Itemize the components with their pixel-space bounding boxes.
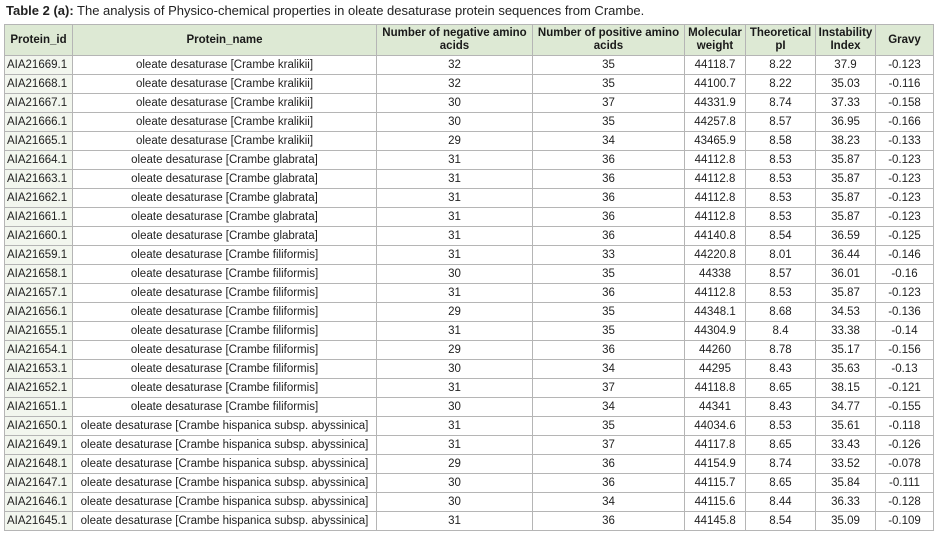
cell-gravy: -0.109 bbox=[876, 512, 934, 531]
cell-negative-amino-acids: 30 bbox=[377, 113, 533, 132]
cell-protein-name: oleate desaturase [Crambe filiformis] bbox=[73, 322, 377, 341]
cell-negative-amino-acids: 31 bbox=[377, 189, 533, 208]
cell-positive-amino-acids: 36 bbox=[533, 341, 685, 360]
cell-protein-name: oleate desaturase [Crambe filiformis] bbox=[73, 360, 377, 379]
cell-molecular-weight: 44338 bbox=[685, 265, 746, 284]
table-row bbox=[5, 94, 934, 113]
cell-protein-name: oleate desaturase [Crambe filiformis] bbox=[73, 265, 377, 284]
cell-positive-amino-acids: 34 bbox=[533, 360, 685, 379]
cell-instability-index: 36.01 bbox=[816, 265, 876, 284]
header-protein-id: Protein_id bbox=[5, 25, 73, 56]
cell-protein-id: AIA21664.1 bbox=[5, 151, 73, 170]
cell-protein-id: AIA21646.1 bbox=[5, 493, 73, 512]
cell-theoretical-pi: 8.22 bbox=[746, 56, 816, 75]
cell-gravy: -0.123 bbox=[876, 170, 934, 189]
table-row bbox=[5, 493, 934, 512]
cell-instability-index: 35.87 bbox=[816, 284, 876, 303]
cell-instability-index: 37.9 bbox=[816, 56, 876, 75]
cell-gravy: -0.123 bbox=[876, 284, 934, 303]
cell-instability-index: 38.23 bbox=[816, 132, 876, 151]
cell-instability-index: 34.53 bbox=[816, 303, 876, 322]
cell-protein-name: oleate desaturase [Crambe kralikii] bbox=[73, 132, 377, 151]
cell-negative-amino-acids: 29 bbox=[377, 132, 533, 151]
cell-protein-name: oleate desaturase [Crambe filiformis] bbox=[73, 246, 377, 265]
table-row bbox=[5, 417, 934, 436]
cell-gravy: -0.078 bbox=[876, 455, 934, 474]
cell-positive-amino-acids: 34 bbox=[533, 398, 685, 417]
cell-protein-name: oleate desaturase [Crambe filiformis] bbox=[73, 379, 377, 398]
cell-gravy: -0.136 bbox=[876, 303, 934, 322]
cell-molecular-weight: 44112.8 bbox=[685, 170, 746, 189]
cell-positive-amino-acids: 35 bbox=[533, 417, 685, 436]
cell-molecular-weight: 44112.8 bbox=[685, 189, 746, 208]
cell-molecular-weight: 44112.8 bbox=[685, 208, 746, 227]
cell-molecular-weight: 44115.6 bbox=[685, 493, 746, 512]
cell-positive-amino-acids: 36 bbox=[533, 474, 685, 493]
cell-theoretical-pi: 8.44 bbox=[746, 493, 816, 512]
cell-protein-id: AIA21650.1 bbox=[5, 417, 73, 436]
cell-protein-id: AIA21647.1 bbox=[5, 474, 73, 493]
cell-positive-amino-acids: 36 bbox=[533, 170, 685, 189]
cell-protein-id: AIA21668.1 bbox=[5, 75, 73, 94]
cell-protein-id: AIA21657.1 bbox=[5, 284, 73, 303]
cell-positive-amino-acids: 34 bbox=[533, 493, 685, 512]
cell-positive-amino-acids: 37 bbox=[533, 379, 685, 398]
cell-positive-amino-acids: 33 bbox=[533, 246, 685, 265]
cell-positive-amino-acids: 36 bbox=[533, 512, 685, 531]
cell-molecular-weight: 44295 bbox=[685, 360, 746, 379]
cell-instability-index: 35.87 bbox=[816, 170, 876, 189]
cell-negative-amino-acids: 31 bbox=[377, 151, 533, 170]
cell-negative-amino-acids: 32 bbox=[377, 75, 533, 94]
cell-protein-name: oleate desaturase [Crambe kralikii] bbox=[73, 113, 377, 132]
cell-protein-name: oleate desaturase [Crambe filiformis] bbox=[73, 341, 377, 360]
table-row bbox=[5, 455, 934, 474]
cell-gravy: -0.128 bbox=[876, 493, 934, 512]
header-negative-amino-acids: Number of negative amino acids bbox=[377, 25, 533, 56]
table-row bbox=[5, 75, 934, 94]
cell-gravy: -0.123 bbox=[876, 56, 934, 75]
cell-theoretical-pi: 8.68 bbox=[746, 303, 816, 322]
cell-instability-index: 35.87 bbox=[816, 189, 876, 208]
header-theoretical-pi: Theoretical pI bbox=[746, 25, 816, 56]
cell-molecular-weight: 44304.9 bbox=[685, 322, 746, 341]
cell-instability-index: 35.84 bbox=[816, 474, 876, 493]
cell-instability-index: 35.03 bbox=[816, 75, 876, 94]
cell-negative-amino-acids: 30 bbox=[377, 94, 533, 113]
cell-theoretical-pi: 8.53 bbox=[746, 170, 816, 189]
cell-instability-index: 35.63 bbox=[816, 360, 876, 379]
cell-theoretical-pi: 8.01 bbox=[746, 246, 816, 265]
cell-protein-name: oleate desaturase [Crambe filiformis] bbox=[73, 303, 377, 322]
cell-protein-name: oleate desaturase [Crambe filiformis] bbox=[73, 398, 377, 417]
cell-gravy: -0.158 bbox=[876, 94, 934, 113]
cell-theoretical-pi: 8.65 bbox=[746, 436, 816, 455]
cell-negative-amino-acids: 31 bbox=[377, 512, 533, 531]
header-instability-index: Instability Index bbox=[816, 25, 876, 56]
cell-protein-name: oleate desaturase [Crambe hispanica subsp. abyssinica] bbox=[73, 455, 377, 474]
cell-negative-amino-acids: 31 bbox=[377, 417, 533, 436]
cell-gravy: -0.118 bbox=[876, 417, 934, 436]
cell-theoretical-pi: 8.43 bbox=[746, 398, 816, 417]
cell-theoretical-pi: 8.53 bbox=[746, 151, 816, 170]
cell-instability-index: 34.77 bbox=[816, 398, 876, 417]
cell-theoretical-pi: 8.57 bbox=[746, 265, 816, 284]
cell-instability-index: 33.43 bbox=[816, 436, 876, 455]
cell-protein-id: AIA21660.1 bbox=[5, 227, 73, 246]
cell-negative-amino-acids: 29 bbox=[377, 341, 533, 360]
header-row bbox=[5, 25, 934, 56]
cell-positive-amino-acids: 36 bbox=[533, 189, 685, 208]
cell-positive-amino-acids: 36 bbox=[533, 208, 685, 227]
cell-theoretical-pi: 8.53 bbox=[746, 417, 816, 436]
table-row bbox=[5, 189, 934, 208]
cell-negative-amino-acids: 29 bbox=[377, 455, 533, 474]
cell-protein-name: oleate desaturase [Crambe glabrata] bbox=[73, 208, 377, 227]
cell-gravy: -0.133 bbox=[876, 132, 934, 151]
cell-negative-amino-acids: 31 bbox=[377, 227, 533, 246]
table-row bbox=[5, 379, 934, 398]
cell-positive-amino-acids: 37 bbox=[533, 94, 685, 113]
table-row bbox=[5, 56, 934, 75]
physico-chemical-properties-table bbox=[4, 24, 934, 531]
cell-protein-id: AIA21667.1 bbox=[5, 94, 73, 113]
cell-molecular-weight: 44154.9 bbox=[685, 455, 746, 474]
table-caption-text: The analysis of Physico-chemical properties in oleate desaturase protein sequences from Crambe. bbox=[73, 3, 645, 18]
cell-gravy: -0.14 bbox=[876, 322, 934, 341]
cell-instability-index: 38.15 bbox=[816, 379, 876, 398]
cell-protein-id: AIA21658.1 bbox=[5, 265, 73, 284]
cell-protein-id: AIA21653.1 bbox=[5, 360, 73, 379]
cell-negative-amino-acids: 30 bbox=[377, 265, 533, 284]
cell-molecular-weight: 44118.8 bbox=[685, 379, 746, 398]
cell-positive-amino-acids: 34 bbox=[533, 132, 685, 151]
table-row bbox=[5, 170, 934, 189]
cell-molecular-weight: 44112.8 bbox=[685, 151, 746, 170]
cell-protein-name: oleate desaturase [Crambe hispanica subsp. abyssinica] bbox=[73, 512, 377, 531]
cell-gravy: -0.16 bbox=[876, 265, 934, 284]
cell-positive-amino-acids: 36 bbox=[533, 227, 685, 246]
table-row bbox=[5, 436, 934, 455]
cell-gravy: -0.146 bbox=[876, 246, 934, 265]
cell-instability-index: 36.44 bbox=[816, 246, 876, 265]
cell-instability-index: 35.61 bbox=[816, 417, 876, 436]
cell-gravy: -0.123 bbox=[876, 151, 934, 170]
table-row bbox=[5, 512, 934, 531]
table-row bbox=[5, 113, 934, 132]
cell-protein-name: oleate desaturase [Crambe glabrata] bbox=[73, 151, 377, 170]
cell-protein-name: oleate desaturase [Crambe hispanica subsp. abyssinica] bbox=[73, 436, 377, 455]
cell-negative-amino-acids: 31 bbox=[377, 170, 533, 189]
cell-theoretical-pi: 8.43 bbox=[746, 360, 816, 379]
cell-molecular-weight: 44348.1 bbox=[685, 303, 746, 322]
cell-protein-id: AIA21662.1 bbox=[5, 189, 73, 208]
cell-instability-index: 33.52 bbox=[816, 455, 876, 474]
table-row bbox=[5, 227, 934, 246]
header-gravy: Gravy bbox=[876, 25, 934, 56]
cell-protein-name: oleate desaturase [Crambe kralikii] bbox=[73, 75, 377, 94]
cell-gravy: -0.166 bbox=[876, 113, 934, 132]
table-row bbox=[5, 246, 934, 265]
cell-negative-amino-acids: 30 bbox=[377, 398, 533, 417]
table-row bbox=[5, 398, 934, 417]
cell-theoretical-pi: 8.65 bbox=[746, 474, 816, 493]
cell-instability-index: 35.09 bbox=[816, 512, 876, 531]
cell-protein-name: oleate desaturase [Crambe kralikii] bbox=[73, 94, 377, 113]
cell-protein-id: AIA21656.1 bbox=[5, 303, 73, 322]
cell-molecular-weight: 43465.9 bbox=[685, 132, 746, 151]
cell-instability-index: 37.33 bbox=[816, 94, 876, 113]
cell-negative-amino-acids: 32 bbox=[377, 56, 533, 75]
cell-molecular-weight: 44341 bbox=[685, 398, 746, 417]
table-caption bbox=[6, 2, 644, 20]
cell-positive-amino-acids: 35 bbox=[533, 322, 685, 341]
cell-protein-id: AIA21659.1 bbox=[5, 246, 73, 265]
cell-theoretical-pi: 8.57 bbox=[746, 113, 816, 132]
cell-theoretical-pi: 8.74 bbox=[746, 455, 816, 474]
table-row bbox=[5, 360, 934, 379]
cell-gravy: -0.116 bbox=[876, 75, 934, 94]
cell-protein-name: oleate desaturase [Crambe hispanica subsp. abyssinica] bbox=[73, 417, 377, 436]
cell-gravy: -0.13 bbox=[876, 360, 934, 379]
table-row bbox=[5, 284, 934, 303]
cell-molecular-weight: 44100.7 bbox=[685, 75, 746, 94]
cell-positive-amino-acids: 35 bbox=[533, 113, 685, 132]
cell-protein-id: AIA21663.1 bbox=[5, 170, 73, 189]
cell-protein-id: AIA21661.1 bbox=[5, 208, 73, 227]
cell-gravy: -0.123 bbox=[876, 208, 934, 227]
cell-gravy: -0.126 bbox=[876, 436, 934, 455]
table-row bbox=[5, 265, 934, 284]
cell-negative-amino-acids: 29 bbox=[377, 303, 533, 322]
cell-molecular-weight: 44260 bbox=[685, 341, 746, 360]
cell-molecular-weight: 44034.6 bbox=[685, 417, 746, 436]
cell-theoretical-pi: 8.53 bbox=[746, 284, 816, 303]
cell-molecular-weight: 44331.9 bbox=[685, 94, 746, 113]
cell-gravy: -0.111 bbox=[876, 474, 934, 493]
cell-theoretical-pi: 8.65 bbox=[746, 379, 816, 398]
cell-protein-name: oleate desaturase [Crambe glabrata] bbox=[73, 227, 377, 246]
cell-protein-name: oleate desaturase [Crambe glabrata] bbox=[73, 170, 377, 189]
cell-theoretical-pi: 8.78 bbox=[746, 341, 816, 360]
cell-instability-index: 33.38 bbox=[816, 322, 876, 341]
cell-protein-id: AIA21648.1 bbox=[5, 455, 73, 474]
cell-protein-id: AIA21669.1 bbox=[5, 56, 73, 75]
cell-negative-amino-acids: 30 bbox=[377, 493, 533, 512]
cell-theoretical-pi: 8.58 bbox=[746, 132, 816, 151]
cell-protein-id: AIA21649.1 bbox=[5, 436, 73, 455]
cell-instability-index: 35.87 bbox=[816, 151, 876, 170]
cell-theoretical-pi: 8.74 bbox=[746, 94, 816, 113]
cell-molecular-weight: 44117.8 bbox=[685, 436, 746, 455]
cell-instability-index: 36.95 bbox=[816, 113, 876, 132]
cell-gravy: -0.155 bbox=[876, 398, 934, 417]
cell-theoretical-pi: 8.4 bbox=[746, 322, 816, 341]
table-row bbox=[5, 474, 934, 493]
cell-molecular-weight: 44145.8 bbox=[685, 512, 746, 531]
cell-protein-id: AIA21665.1 bbox=[5, 132, 73, 151]
cell-gravy: -0.121 bbox=[876, 379, 934, 398]
cell-theoretical-pi: 8.54 bbox=[746, 227, 816, 246]
cell-positive-amino-acids: 35 bbox=[533, 56, 685, 75]
cell-protein-name: oleate desaturase [Crambe kralikii] bbox=[73, 56, 377, 75]
cell-positive-amino-acids: 35 bbox=[533, 265, 685, 284]
cell-negative-amino-acids: 31 bbox=[377, 379, 533, 398]
table-row bbox=[5, 132, 934, 151]
header-positive-amino-acids: Number of positive amino acids bbox=[533, 25, 685, 56]
table-row bbox=[5, 208, 934, 227]
cell-molecular-weight: 44257.8 bbox=[685, 113, 746, 132]
table-caption-label: Table 2 (a): bbox=[6, 3, 74, 18]
cell-positive-amino-acids: 35 bbox=[533, 75, 685, 94]
cell-theoretical-pi: 8.53 bbox=[746, 189, 816, 208]
cell-positive-amino-acids: 36 bbox=[533, 151, 685, 170]
cell-protein-id: AIA21666.1 bbox=[5, 113, 73, 132]
cell-negative-amino-acids: 31 bbox=[377, 436, 533, 455]
cell-molecular-weight: 44220.8 bbox=[685, 246, 746, 265]
table-row bbox=[5, 341, 934, 360]
cell-negative-amino-acids: 31 bbox=[377, 322, 533, 341]
cell-gravy: -0.123 bbox=[876, 189, 934, 208]
table-row bbox=[5, 303, 934, 322]
cell-protein-id: AIA21652.1 bbox=[5, 379, 73, 398]
header-molecular-weight: Molecular weight bbox=[685, 25, 746, 56]
cell-negative-amino-acids: 30 bbox=[377, 474, 533, 493]
cell-negative-amino-acids: 31 bbox=[377, 284, 533, 303]
cell-positive-amino-acids: 35 bbox=[533, 303, 685, 322]
table-row bbox=[5, 322, 934, 341]
cell-positive-amino-acids: 36 bbox=[533, 284, 685, 303]
cell-protein-name: oleate desaturase [Crambe hispanica subsp. abyssinica] bbox=[73, 474, 377, 493]
cell-negative-amino-acids: 30 bbox=[377, 360, 533, 379]
cell-theoretical-pi: 8.53 bbox=[746, 208, 816, 227]
cell-theoretical-pi: 8.22 bbox=[746, 75, 816, 94]
cell-molecular-weight: 44112.8 bbox=[685, 284, 746, 303]
cell-protein-name: oleate desaturase [Crambe hispanica subsp. abyssinica] bbox=[73, 493, 377, 512]
cell-gravy: -0.156 bbox=[876, 341, 934, 360]
cell-instability-index: 35.17 bbox=[816, 341, 876, 360]
cell-protein-name: oleate desaturase [Crambe glabrata] bbox=[73, 189, 377, 208]
cell-positive-amino-acids: 36 bbox=[533, 455, 685, 474]
cell-theoretical-pi: 8.54 bbox=[746, 512, 816, 531]
table-body bbox=[5, 56, 934, 531]
cell-negative-amino-acids: 31 bbox=[377, 246, 533, 265]
table-row bbox=[5, 151, 934, 170]
cell-gravy: -0.125 bbox=[876, 227, 934, 246]
cell-positive-amino-acids: 37 bbox=[533, 436, 685, 455]
cell-protein-name: oleate desaturase [Crambe filiformis] bbox=[73, 284, 377, 303]
cell-protein-id: AIA21655.1 bbox=[5, 322, 73, 341]
cell-negative-amino-acids: 31 bbox=[377, 208, 533, 227]
cell-instability-index: 35.87 bbox=[816, 208, 876, 227]
cell-molecular-weight: 44118.7 bbox=[685, 56, 746, 75]
cell-molecular-weight: 44140.8 bbox=[685, 227, 746, 246]
cell-molecular-weight: 44115.7 bbox=[685, 474, 746, 493]
cell-instability-index: 36.59 bbox=[816, 227, 876, 246]
cell-protein-id: AIA21654.1 bbox=[5, 341, 73, 360]
header-protein-name: Protein_name bbox=[73, 25, 377, 56]
cell-protein-id: AIA21645.1 bbox=[5, 512, 73, 531]
cell-protein-id: AIA21651.1 bbox=[5, 398, 73, 417]
cell-instability-index: 36.33 bbox=[816, 493, 876, 512]
